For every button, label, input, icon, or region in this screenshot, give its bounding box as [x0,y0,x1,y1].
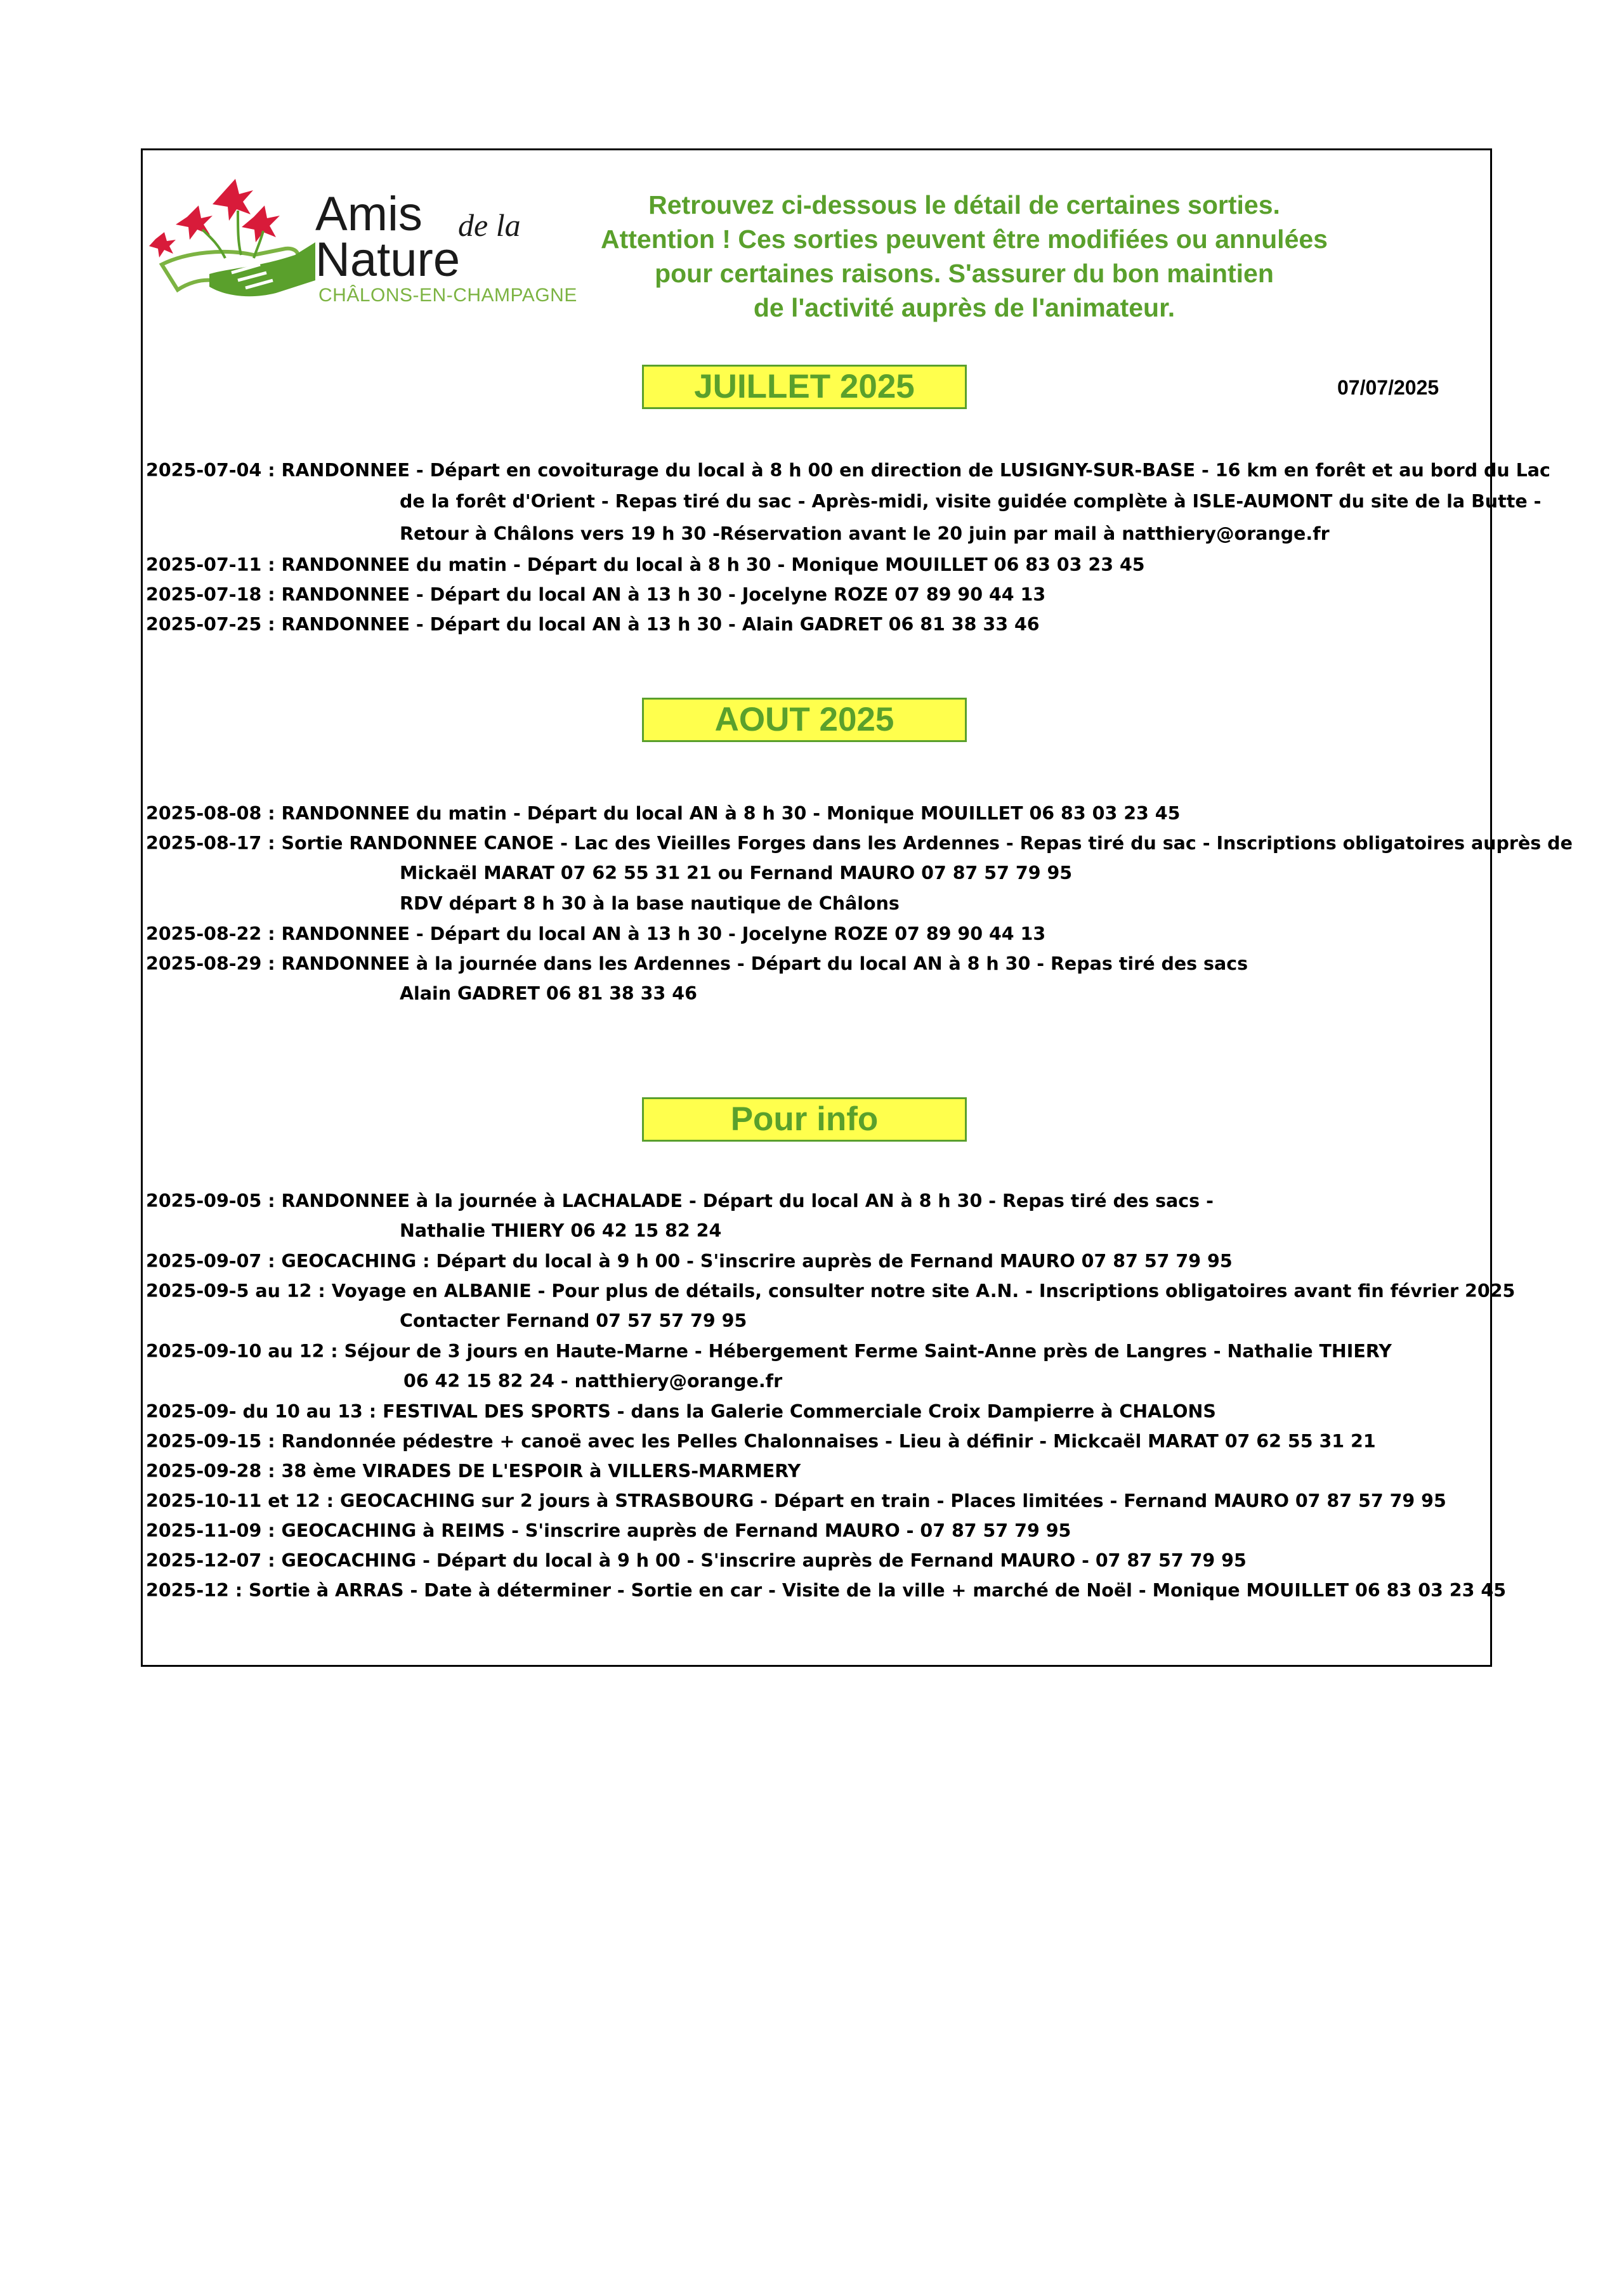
event-line: 2025-08-29 : RANDONNEE à la journée dans les Ardennes - Départ du local AN à 8 h 30 - Repas tiré des sacs [146,953,1248,974]
event-line: 2025-07-11 : RANDONNEE du matin - Départ du local à 8 h 30 - Monique MOUILLET 06 83 03 23 45 [146,554,1145,575]
event-line-continued: 06 42 15 82 24 - natthiery@orange.fr [403,1371,783,1392]
flower-icon [149,179,280,258]
intro-line: pour certaines raisons. S'assurer du bon maintien [655,259,1274,288]
section-title-pour-info: Pour info [642,1097,967,1142]
event-line: 2025-07-25 : RANDONNEE - Départ du local AN à 13 h 30 - Alain GADRET 06 81 38 33 46 [146,614,1040,635]
logo-text-amis: Amis [315,187,422,241]
event-line: 2025-07-18 : RANDONNEE - Départ du local AN à 13 h 30 - Jocelyne ROZE 07 89 90 44 13 [146,584,1046,605]
event-line: 2025-09-05 : RANDONNEE à la journée à LACHALADE - Départ du local AN à 8 h 30 - Repas tiré des sacs - [146,1190,1214,1211]
section-title-aout: AOUT 2025 [642,698,967,742]
event-line-continued: RDV départ 8 h 30 à la base nautique de Châlons [400,893,900,914]
event-line: 2025-09-15 : Randonnée pédestre + canoë avec les Pelles Chalonnaises - Lieu à définir - Mickcaël MARAT 07 62 55 31 21 [146,1431,1376,1452]
event-line: 2025-09-5 au 12 : Voyage en ALBANIE - Pour plus de détails, consulter notre site A.N. - Inscriptions obligatoires avant fin février 2025 [146,1281,1516,1301]
event-line-continued: Alain GADRET 06 81 38 33 46 [400,983,697,1004]
aout-events [146,799,1573,1009]
event-line: 2025-12-07 : GEOCACHING - Départ du local à 9 h 00 - S'inscrire auprès de Fernand MAURO - 07 87 57 79 95 [146,1550,1247,1571]
pour-info-events [146,1186,1515,1605]
event-line: 2025-08-17 : Sortie RANDONNEE CANOE - Lac des Vieilles Forges dans les Ardennes - Repas tiré du sac - Inscriptions obligatoires auprès de [146,833,1573,854]
juillet-events [146,455,1550,639]
event-line: 2025-12 : Sortie à ARRAS - Date à déterminer - Sortie en car - Visite de la ville + marché de Noël - Monique MOUILLET 06 83 03 23 45 [146,1580,1507,1601]
event-line-continued: Retour à Châlons vers 19 h 30 -Réservation avant le 20 juin par mail à natthiery@orange.fr [400,523,1330,544]
document-date: 07/07/2025 [1337,376,1439,399]
logo-text-nature: Nature [315,233,461,287]
event-line: 2025-11-09 : GEOCACHING à REIMS - S'inscrire auprès de Fernand MAURO - 07 87 57 79 95 [146,1520,1071,1541]
logo-text-de-la: de la [458,207,521,243]
intro-line: Attention ! Ces sorties peuvent être modifiées ou annulées [601,225,1328,254]
event-line: 2025-09-28 : 38 ème VIRADES DE L'ESPOIR à VILLERS-MARMERY [146,1461,801,1482]
event-line: 2025-10-11 et 12 : GEOCACHING sur 2 jours à STRASBOURG - Départ en train - Places limitées - Fernand MAURO 07 87 57 79 95 [146,1490,1446,1511]
intro-notice [571,188,1358,325]
event-line: 2025-09- du 10 au 13 : FESTIVAL DES SPORTS - dans la Galerie Commerciale Croix Dampierre à CHALONS [146,1401,1216,1422]
event-line-continued: de la forêt d'Orient - Repas tiré du sac - Après-midi, visite guidée complète à ISLE-AUMONT du site de la Butte - [400,491,1542,512]
event-line-continued: Mickaël MARAT 07 62 55 31 21 ou Fernand MAURO 07 87 57 79 95 [400,863,1073,884]
logo-text-city: CHÂLONS-EN-CHAMPAGNE [318,285,577,306]
event-line: 2025-08-08 : RANDONNEE du matin - Départ du local AN à 8 h 30 - Monique MOUILLET 06 83 03 23 45 [146,803,1181,824]
section-title-juillet: JUILLET 2025 [642,365,967,409]
event-line: 2025-07-04 : RANDONNEE - Départ en covoiturage du local à 8 h 00 en direction de LUSIGNY-SUR-BASE - 16 km en forêt et au bord du Lac [146,460,1550,481]
intro-line: Retrouvez ci-dessous le détail de certaines sorties. [648,190,1280,219]
event-line: 2025-08-22 : RANDONNEE - Départ du local AN à 13 h 30 - Jocelyne ROZE 07 89 90 44 13 [146,923,1046,944]
intro-line: de l'activité auprès de l'animateur. [753,293,1175,322]
event-line: 2025-09-07 : GEOCACHING : Départ du local à 9 h 00 - S'inscrire auprès de Fernand MAURO 07 87 57 79 95 [146,1251,1233,1272]
event-line: 2025-09-10 au 12 : Séjour de 3 jours en Haute-Marne - Hébergement Ferme Saint-Anne près de Langres - Nathalie THIERY [146,1341,1392,1362]
event-line-continued: Contacter Fernand 07 57 57 79 95 [400,1310,747,1331]
event-line-continued: Nathalie THIERY 06 42 15 82 24 [400,1220,722,1241]
